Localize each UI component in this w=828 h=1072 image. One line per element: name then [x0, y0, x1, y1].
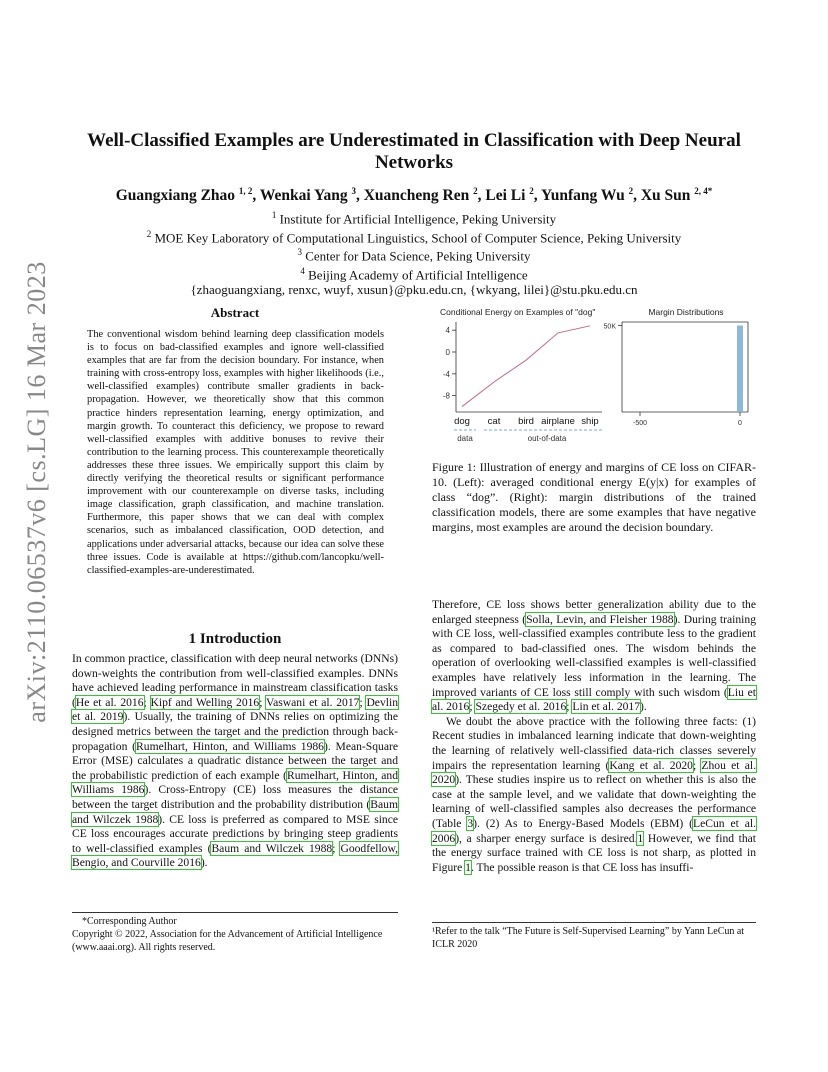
figure-1: [432, 300, 758, 448]
author-affiliation-mark: 1, 2: [238, 186, 253, 196]
affiliations: [70, 208, 758, 297]
left-chart-y-tick-label: 0: [445, 348, 450, 357]
right-chart-y-tick-label: 50K: [603, 323, 616, 331]
data-group-label: data: [457, 434, 473, 443]
figure-caption: Figure 1: Illustration of energy and margins of CE loss on CIFAR-10. (Left): averaged conditional energy E(y|x) for examples of class “dog”. (Right): margin distributions of the trained classification models, there are some examples that have negative margins, most examples are around the decision boundary.: [432, 460, 756, 534]
citation-link[interactable]: 3: [467, 816, 474, 830]
author-affiliation-mark: 3: [351, 186, 356, 196]
citation-link[interactable]: Rumelhart, Hinton, and Williams 1986: [72, 768, 398, 797]
right-chart-title: Margin Distributions: [648, 307, 724, 317]
out-of-data-group-label: out-of-data: [527, 434, 567, 443]
author-name: Wenkai Yang $^3$: [259, 186, 356, 205]
left-chart-x-tick-label: ship: [581, 416, 599, 427]
citation-link[interactable]: Kang et al. 2020: [609, 758, 693, 772]
left-chart-series-line: [462, 326, 590, 407]
abstract-heading: Abstract: [210, 305, 260, 320]
left-chart-x-tick-label: bird: [518, 416, 534, 427]
citation-link[interactable]: Vaswani et al. 2017: [266, 695, 360, 709]
left-chart-y-tick-label: -4: [442, 369, 450, 379]
affiliation-line: $^3$ Center for Data Science, Peking University: [297, 247, 531, 264]
right-chart-x-tick-label: 0: [738, 420, 742, 427]
left-chart-x-tick-label: dog: [454, 416, 470, 427]
author-name: Xu Sun $^{2, 4*}$: [640, 186, 713, 205]
author-name: Lei Li $^2$: [485, 186, 534, 205]
author-affiliation-mark: 2: [529, 186, 534, 196]
footnote-left: [72, 912, 398, 954]
citation-link[interactable]: Kipf and Welling 2016: [150, 695, 260, 709]
citation-link[interactable]: Liu et al. 2016: [432, 685, 756, 714]
left-chart-y-tick-label: 4: [445, 326, 450, 336]
affiliation-line: {zhaoguangxiang, renxc, wuyf, xusun}@pku.edu.cn, {wkyang, lilei}@stu.pku.edu.cn: [190, 282, 638, 298]
left-chart-title: Conditional Energy on Examples of "dog": [440, 307, 596, 317]
citation-link[interactable]: Baum and Wilczek 1988: [211, 841, 333, 855]
copyright-note: Copyright © 2022, Association for the Advancement of Artificial Intelligence (www.aaai.org). All rights reserved.: [72, 929, 383, 953]
author-name: Xuancheng Ren $^2$: [363, 186, 478, 205]
right-column-text: [432, 598, 756, 875]
affiliation-line: $^2$ MOE Key Laboratory of Computational Linguistics, School of Computer Science, Peking University: [146, 228, 682, 245]
author-name: Yunfang Wu $^2$: [540, 186, 634, 205]
citation-link[interactable]: Zhou et al. 2020: [432, 758, 756, 787]
arxiv-identifier-text: arXiv:2110.06537v6 [cs.LG] 16 Mar 2023: [22, 261, 51, 723]
citation-link[interactable]: Baum and Wilczek 1988: [72, 797, 398, 826]
right-paragraph-2: We doubt the above practice with the following three facts: (1) Recent studies in imbalanced learning indicate that down-weighting the learning of relatively well-classified data-rich classes severely impairs the representation learning (Kang et al. 2020; Zhou et al. 2020). These studies inspire us to reflect on whether this is also the case at the sample level, and we validate that down-weighting the learning of well-classified samples also decreases the performance (Table 3). (2) As to Energy-Based Models (EBM) (LeCun et al. 2006), a sharper energy surface is desired.1 However, we find that the energy surface trained with CE loss is not sharp, as plotted in Figure 1. The possible reason is that CE loss has insuffi-: [432, 714, 757, 874]
paper-title: Well-Classified Examples are Underestimated in Classification with Deep Neural Networks: [87, 130, 741, 173]
right-chart-x-tick-label: -500: [632, 420, 648, 427]
citation-link[interactable]: Szegedy et al. 2016: [475, 700, 567, 714]
section-heading-introduction: 1 Introduction: [188, 631, 282, 647]
citation-link[interactable]: Solla, Levin, and Fleisher 1988: [526, 612, 674, 626]
citation-link[interactable]: Goodfellow, Bengio, and Courville 2016: [72, 841, 398, 870]
affiliation-line: $^1$ Institute for Artificial Intelligence, Peking University: [271, 210, 557, 227]
left-chart-x-tick-label: cat: [487, 416, 501, 427]
citation-link[interactable]: Rumelhart, Hinton, and Williams 1986: [136, 739, 324, 753]
citation-link[interactable]: 1: [465, 860, 471, 874]
author-name: Guangxiang Zhao $^{1, 2}$: [115, 186, 253, 205]
arxiv-identifier: [20, 261, 54, 723]
affiliation-line: $^4$ Beijing Academy of Artificial Intelligence: [300, 265, 528, 282]
author-list: Guangxiang Zhao $^{1, 2}$, Wenkai Yang $^3$, Xuancheng Ren $^2$, Lei Li $^2$, Yunfang Wu $^2$, Xu Sun $^{2, 4*}$: [115, 186, 713, 205]
citation-link[interactable]: 1: [637, 831, 644, 845]
citation-link[interactable]: Lin et al. 2017: [572, 700, 641, 714]
citation-link[interactable]: LeCun et al. 2006: [432, 816, 757, 845]
left-chart-x-tick-label: airplane: [541, 416, 575, 427]
citation-link[interactable]: Devlin et al. 2019: [72, 695, 398, 724]
abstract-text: The conventional wisdom behind learning deep classification models is to focus on bad-classified examples and ignore well-classified examples that are far from the decision boundary. For instance, when training with cross-entropy loss, examples with higher likelihoods (i.e., well-classified examples) contribute smaller gradients in back-propagation. However, we theoretically show that this common practice hinders representation learning, energy optimization, and margin growth. To counteract this deficiency, we propose to reward well-classified examples with additive bonuses to revive their contribution to the learning process. This counterexample theoretically addresses these three issues. We empirically support this claim by directly verifying the theoretical results or significant performance improvement with our counterexample on diverse tasks, including image classification, graph classification, and machine translation. Furthermore, this paper shows that we can deal with complex scenarios, such as imbalanced classification, OOD detection, and applications under adversarial attacks, because our idea can solve these three issues. Code is available at https://github.com/lancopku/well-classified-examples-are-underestimated.: [87, 329, 384, 576]
right-chart-bar: [737, 325, 743, 412]
author-affiliation-mark: 2, 4*: [694, 186, 713, 196]
introduction-paragraph: In common practice, classification with deep neural networks (DNNs) down-weights the contribution from well-classified examples. DNNs have achieved leading performance in mainstream classification tasks (He et al. 2016; Kipf and Welling 2016; Vaswani et al. 2017; Devlin et al. 2019). Usually, the training of DNNs relies on optimizing the designed metrics between the target and the prediction through back-propagation (Rumelhart, Hinton, and Williams 1986). Mean-Square Error (MSE) calculates a quadratic distance between the target and the probabilistic prediction of each example (Rumelhart, Hinton, and Williams 1986). Cross-Entropy (CE) loss measures the distance between the target distribution and the probability distribution (Baum and Wilczek 1988). CE loss is preferred as compared to MSE since CE loss encourages accurate predictions by bringing steep gradients to well-classified examples (Baum and Wilczek 1988; Goodfellow, Bengio, and Courville 2016).: [72, 652, 399, 870]
right-paragraph-1: Therefore, CE loss shows better generalization ability due to the enlarged steepness (Solla, Levin, and Fleisher 1988). During training with CE loss, well-classified examples contribute less to the gradient as compared to bad-classified ones. The wisdom behinds the operation of overlooking well-classified examples is well-classified examples have relatively less information in the learning. The improved variants of CE loss still comply with such wisdom (Liu et al. 2016; Szegedy et al. 2016; Lin et al. 2017).: [432, 598, 756, 714]
footnote-right: ¹Refer to the talk “The Future is Self-Supervised Learning” by Yann LeCun at ICLR 2020: [432, 922, 756, 951]
corresponding-author-note: *Corresponding Author: [82, 916, 177, 927]
left-chart-y-tick-label: -8: [442, 391, 450, 401]
citation-link[interactable]: He et al. 2016: [75, 695, 144, 709]
author-affiliation-mark: 2: [473, 186, 478, 196]
author-affiliation-mark: 2: [628, 186, 634, 196]
